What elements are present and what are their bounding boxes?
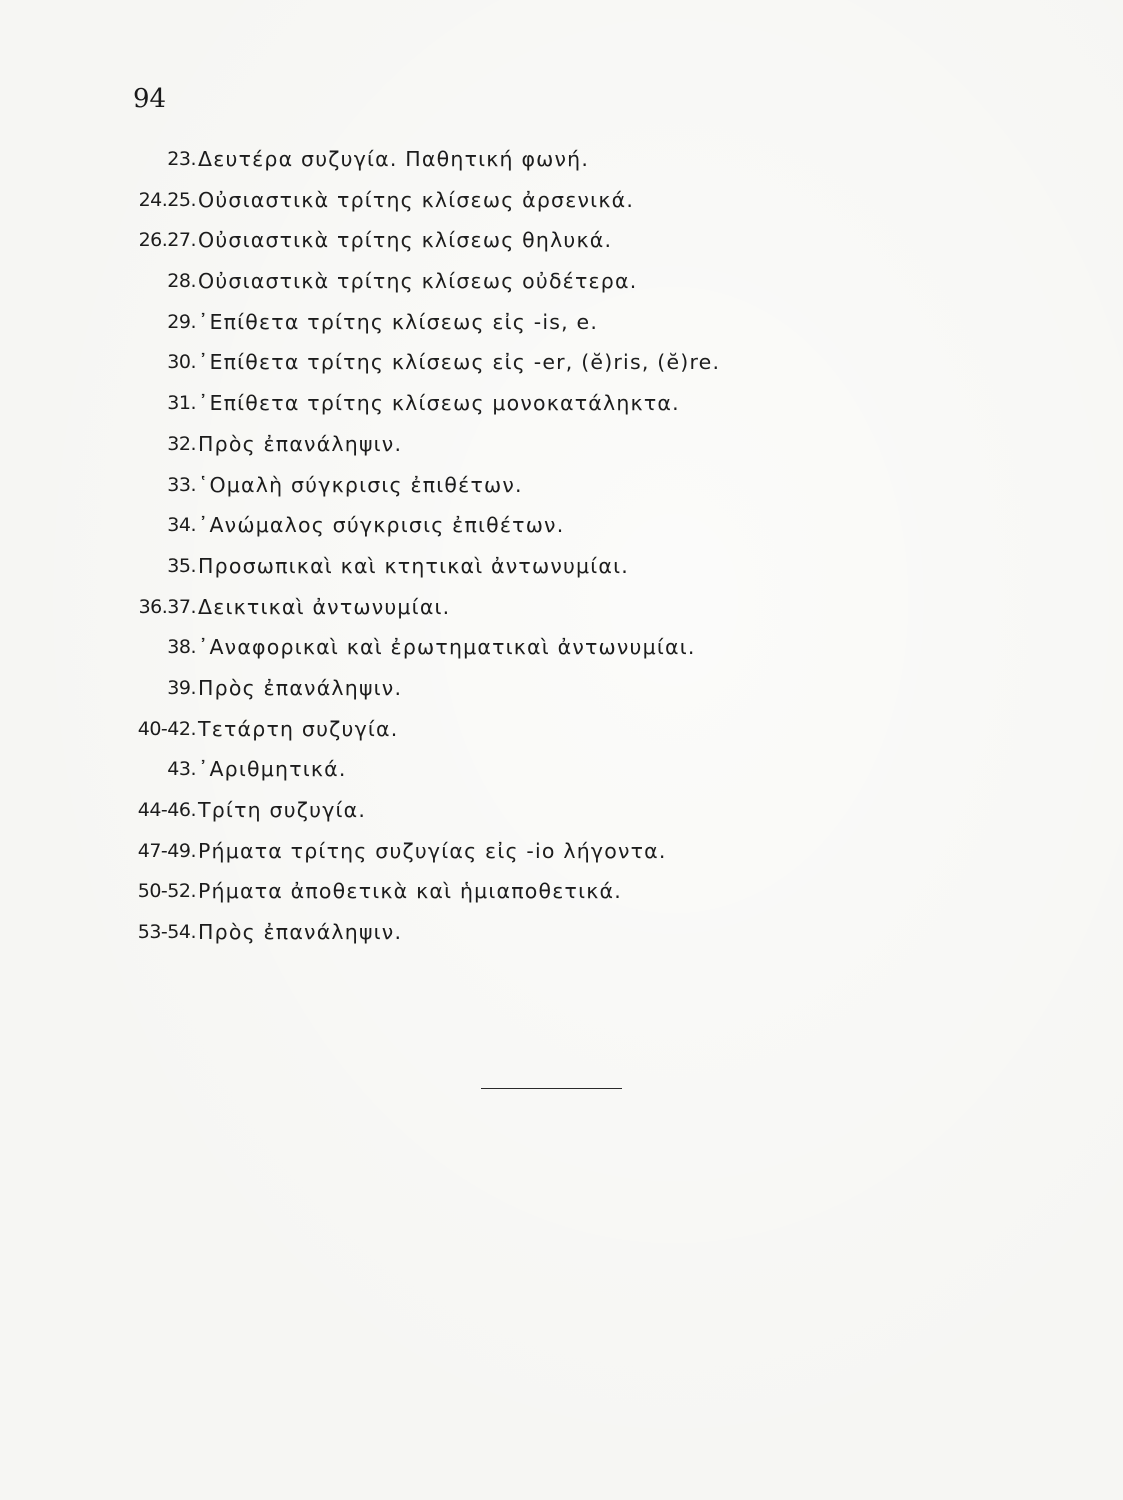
- toc-entry-title: Οὐσιαστικὰ τρίτης κλίσεως θηλυκά.: [198, 228, 613, 253]
- toc-entry-number: 26.27.: [138, 229, 196, 252]
- toc-entry: [0, 184, 1123, 225]
- toc-entry-title: Προσωπικαὶ καὶ κτητικαὶ ἀντωνυμίαι.: [198, 553, 629, 578]
- toc-entry-number: 44-46.: [137, 799, 196, 821]
- toc-entry-title: Δεικτικαὶ ἀντωνυμίαι.: [198, 594, 451, 619]
- toc-entry-title: Οὐσιαστικὰ τρίτης κλίσεως ἀρσενικά.: [198, 187, 635, 212]
- divider-rule: [481, 1088, 622, 1089]
- toc-entry: [0, 835, 1123, 876]
- toc-entry-number: 31.: [167, 392, 196, 415]
- toc-entry-title: Τετάρτη συζυγία.: [198, 716, 399, 741]
- toc-entry-number: 53-54.: [137, 921, 196, 944]
- toc-entry-title: Δευτέρα συζυγία. Παθητική φωνή.: [198, 147, 590, 171]
- toc-entry-title: ᾿Επίθετα τρίτης κλίσεως εἰς -is, e.: [198, 309, 599, 334]
- page-number: 94: [133, 84, 167, 114]
- toc-entry-title: Ρήματα ἀποθετικὰ καὶ ἡμιαποθετικά.: [198, 879, 622, 904]
- toc-entry-number: 43.: [167, 758, 196, 781]
- toc-entry: [0, 794, 1123, 835]
- toc-entry-number: 33.: [167, 473, 196, 496]
- toc-entry: [0, 550, 1123, 591]
- toc-entry-number: 23.: [167, 148, 196, 170]
- toc-entry: [0, 143, 1123, 184]
- toc-entry: [0, 672, 1123, 713]
- toc-entry-title: Πρὸς ἐπανάληψιν.: [198, 675, 403, 700]
- toc-entry-number: 38.: [167, 636, 196, 659]
- toc-entry: [0, 469, 1123, 510]
- toc-entry-title: ᾿Επίθετα τρίτης κλίσεως μονοκατάληκτα.: [198, 391, 680, 416]
- toc-entry: [0, 875, 1123, 916]
- toc-entry: [0, 346, 1123, 387]
- toc-entry-number: 50-52.: [137, 880, 196, 903]
- toc-entry-number: 28.: [167, 270, 196, 293]
- toc-entry: [0, 509, 1123, 550]
- toc-entry-title: Οὐσιαστικὰ τρίτης κλίσεως οὐδέτερα.: [198, 269, 638, 294]
- toc-entry: [0, 265, 1123, 306]
- toc-entry-number: 39.: [167, 676, 196, 699]
- toc-entry-title: ᾿Επίθετα τρίτης κλίσεως εἰς -er, (ĕ)ris, (ĕ)re.: [198, 350, 721, 375]
- toc-entry-title: ᾿Αναφορικαὶ καὶ ἐρωτηματικαὶ ἀντωνυμίαι.: [198, 635, 696, 660]
- toc-entry-number: 30.: [167, 351, 196, 374]
- toc-entry-number: 40-42.: [137, 717, 196, 740]
- toc-entry: [0, 224, 1123, 265]
- table-of-contents: [0, 143, 1123, 957]
- toc-entry-title: Πρὸς ἐπανάληψιν.: [198, 431, 403, 456]
- toc-entry: [0, 916, 1123, 957]
- toc-entry-number: 35.: [167, 554, 196, 577]
- toc-entry-number: 29.: [167, 310, 196, 333]
- toc-entry: [0, 753, 1123, 794]
- toc-entry: [0, 428, 1123, 469]
- toc-entry-number: 34.: [167, 514, 196, 537]
- toc-entry-title: Ρήματα τρίτης συζυγίας εἰς -io λήγοντα.: [198, 838, 667, 863]
- toc-entry-title: ᾿Αριθμητικά.: [198, 757, 347, 782]
- toc-entry: [0, 306, 1123, 347]
- toc-entry: [0, 387, 1123, 428]
- toc-entry-number: 32.: [167, 432, 196, 455]
- toc-entry: [0, 631, 1123, 672]
- toc-entry-title: Τρίτη συζυγία.: [198, 798, 367, 822]
- toc-entry-title: Πρὸς ἐπανάληψιν.: [198, 920, 403, 945]
- toc-entry: [0, 591, 1123, 632]
- toc-entry: [0, 713, 1123, 754]
- toc-entry-title: ῾Ομαλὴ σύγκρισις ἐπιθέτων.: [198, 472, 523, 497]
- toc-entry-number: 36.37.: [138, 595, 196, 618]
- toc-entry-number: 47-49.: [137, 839, 196, 862]
- toc-entry-title: ᾿Ανώμαλος σύγκρισις ἐπιθέτων.: [198, 513, 565, 538]
- toc-entry-number: 24.25.: [138, 188, 196, 211]
